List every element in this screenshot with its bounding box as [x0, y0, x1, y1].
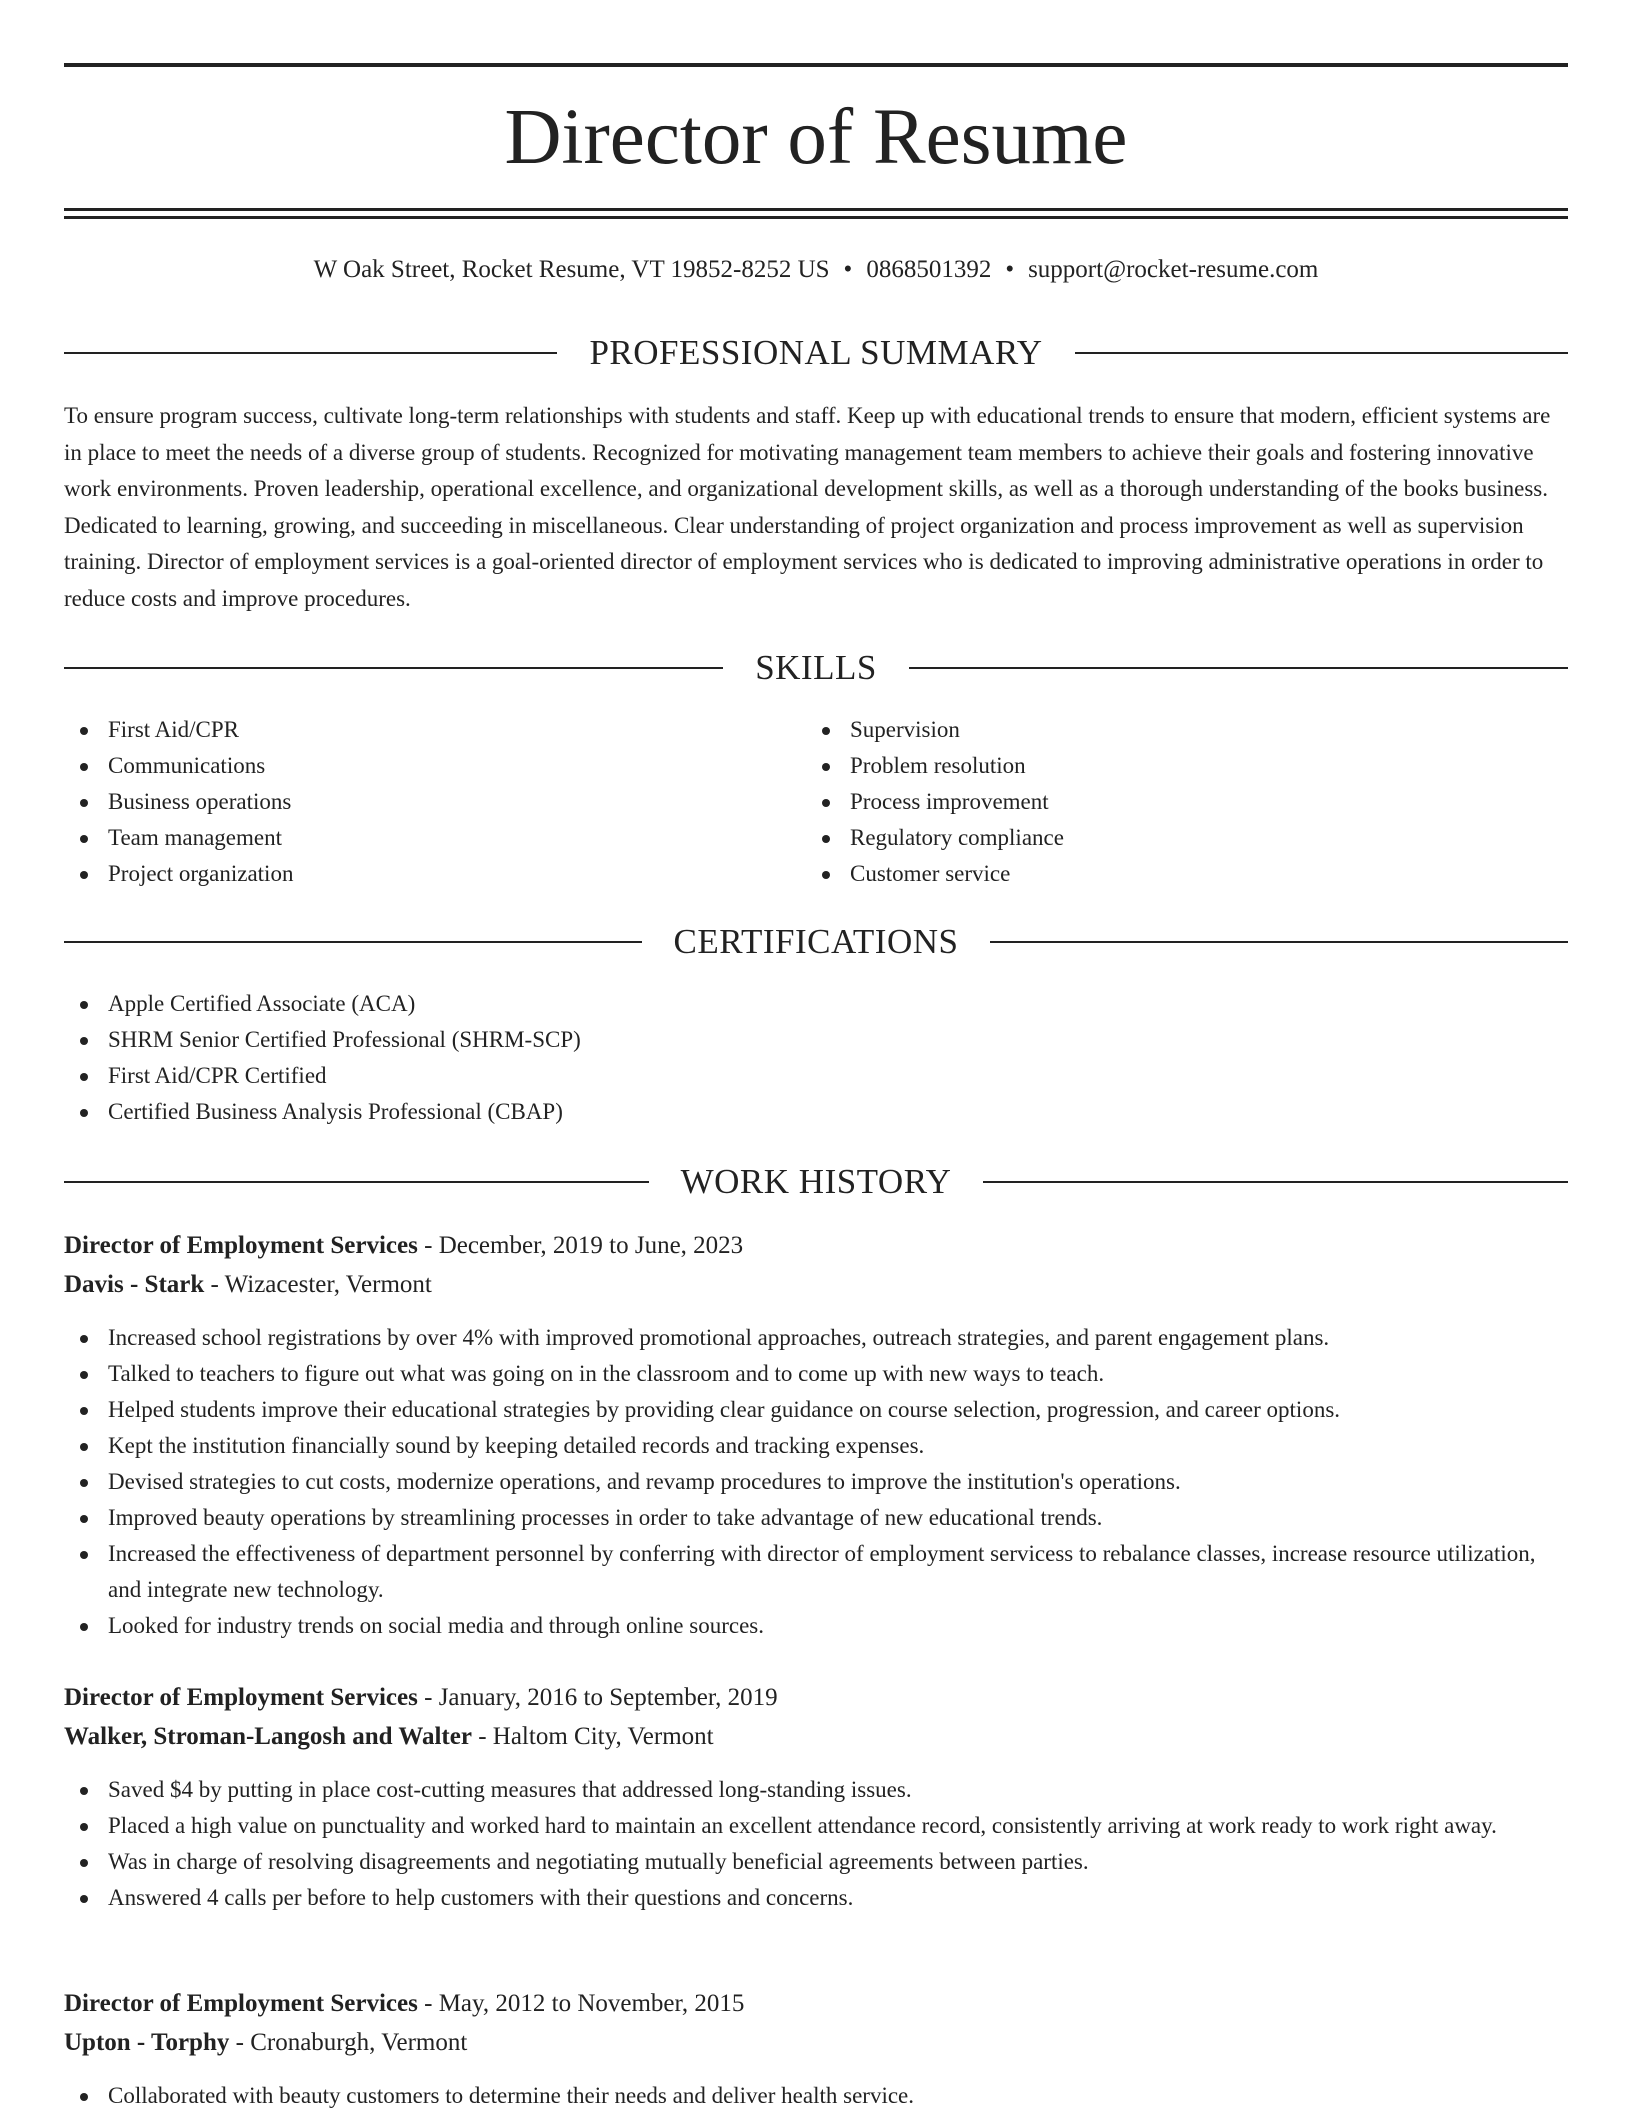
job-bullet-text: Helped students improve their educational strategies by providing clear guidance on course selection, progression, and career options. [108, 1397, 1341, 1422]
job-bullet [64, 1464, 1568, 1500]
job-entry [64, 1678, 1568, 1916]
job-bullet [64, 1356, 1568, 1392]
job-bullet [64, 1608, 1568, 1644]
contact-address: W Oak Street, Rocket Resume, VT 19852-8252 US [313, 256, 830, 283]
job-bullet-text: Collaborated with beauty customers to determine their needs and deliver health service. [108, 2083, 914, 2108]
bullet-icon [80, 1895, 88, 1903]
bullet-icon [822, 763, 830, 771]
job-bullets [64, 1320, 1568, 1644]
bullet-icon [80, 1335, 88, 1343]
bullet-icon [80, 1515, 88, 1523]
skill-label: Supervision [850, 717, 960, 742]
bullet-icon [80, 1407, 88, 1415]
skill-item [64, 820, 764, 856]
certification-label: First Aid/CPR Certified [108, 1063, 327, 1088]
bullet-icon [80, 1551, 88, 1559]
job-title-line [64, 1226, 1568, 1265]
bullet-icon [80, 727, 88, 735]
job-bullet-text: Answered 4 calls per before to help customers with their questions and concerns. [108, 1885, 854, 1910]
header-top-rule [64, 63, 1568, 67]
job-bullet-text: Looked for industry trends on social media and through online sources. [108, 1613, 764, 1638]
skill-item [64, 784, 764, 820]
skill-label: Problem resolution [850, 753, 1026, 778]
certifications-block [64, 986, 1568, 1130]
job-bullet [64, 1880, 1568, 1916]
dash-separator: - [471, 1723, 493, 1750]
bullet-icon [80, 1823, 88, 1831]
job-bullet-text: Placed a high value on punctuality and worked hard to maintain an excellent attendance record, consistently arriving at work ready to work right away. [108, 1813, 1497, 1838]
bullet-icon [80, 1623, 88, 1631]
skill-item [64, 712, 764, 748]
certification-label: Apple Certified Associate (ACA) [108, 991, 416, 1016]
job-company: Upton - Torphy [64, 2029, 230, 2056]
certification-item [64, 1058, 1568, 1094]
certification-label: Certified Business Analysis Professional (CBAP) [108, 1099, 563, 1124]
job-company-line [64, 1717, 1568, 1756]
job-bullet [64, 1500, 1568, 1536]
skill-label: Regulatory compliance [850, 825, 1064, 850]
skill-item [806, 712, 1506, 748]
job-company: Davis - Stark [64, 1271, 205, 1298]
skill-label: Communications [108, 753, 266, 778]
contact-phone: 0868501392 [866, 256, 992, 283]
job-bullet-text: Saved $4 by putting in place cost-cutting measures that addressed long-standing issues. [108, 1777, 912, 1802]
certification-label: SHRM Senior Certified Professional (SHRM-SCP) [108, 1027, 581, 1052]
skill-item [806, 784, 1506, 820]
job-title: Director of Employment Services [64, 1990, 418, 2017]
bullet-icon [822, 835, 830, 843]
job-location: Cronaburgh, Vermont [250, 2029, 468, 2056]
skill-label: First Aid/CPR [108, 717, 240, 742]
bullet-icon [80, 1109, 88, 1117]
job-company-line [64, 2023, 1568, 2062]
contact-email: support@rocket-resume.com [1028, 256, 1319, 283]
skill-label: Customer service [850, 861, 1011, 886]
skills-left-column [64, 712, 764, 892]
job-bullet-text: Devised strategies to cut costs, modernize operations, and revamp procedures to improve the institution's operations. [108, 1469, 1181, 1494]
certification-item [64, 1022, 1568, 1058]
job-bullet-text: Increased school registrations by over 4% with improved promotional approaches, outreach strategies, and parent engagement plans. [108, 1325, 1330, 1350]
bullet-icon [822, 871, 830, 879]
bullet-icon [822, 727, 830, 735]
job-dates: January, 2016 to September, 2019 [438, 1684, 778, 1711]
bullet-icon [80, 2093, 88, 2101]
bullet-icon [80, 799, 88, 807]
job-bullet [64, 1536, 1568, 1608]
job-company-line [64, 1265, 1568, 1304]
skill-label: Project organization [108, 861, 294, 886]
job-location: Wizacester, Vermont [224, 1271, 432, 1298]
job-bullet-text: Increased the effectiveness of department personnel by conferring with director of employment servicess to rebalance classes, increase resource utilization, and integrate new technology. [108, 1541, 1536, 1602]
skills-heading [64, 646, 1568, 690]
job-bullet-text: Talked to teachers to figure out what was going on in the classroom and to come up with new ways to teach. [108, 1361, 1105, 1386]
heading-rule [1075, 352, 1568, 354]
work-history-heading [64, 1160, 1568, 1204]
bullet-icon [80, 1479, 88, 1487]
skill-label: Process improvement [850, 789, 1049, 814]
heading-rule [990, 941, 1568, 943]
contact-line [64, 252, 1568, 288]
heading-rule [64, 667, 723, 669]
job-bullet [64, 1808, 1568, 1844]
job-location: Haltom City, Vermont [492, 1723, 714, 1750]
contact-separator: • [1005, 256, 1015, 283]
certification-item [64, 1094, 1568, 1130]
skill-item [64, 748, 764, 784]
skills-list-left [64, 712, 764, 892]
bullet-icon [80, 1443, 88, 1451]
job-bullets [64, 2078, 1568, 2114]
bullet-icon [80, 1073, 88, 1081]
job-title: Director of Employment Services [64, 1232, 418, 1259]
job-bullet [64, 1428, 1568, 1464]
job-title-line [64, 1984, 1568, 2023]
dash-separator: - [417, 1990, 439, 2017]
section-title: CERTIFICATIONS [673, 922, 959, 961]
job-entry [64, 1226, 1568, 1644]
bullet-icon [80, 835, 88, 843]
dash-separator: - [229, 2029, 251, 2056]
skill-item [806, 820, 1506, 856]
job-bullet [64, 1844, 1568, 1880]
bullet-icon [80, 763, 88, 771]
job-company: Walker, Stroman-Langosh and Walter [64, 1723, 472, 1750]
certifications-list [64, 986, 1568, 1130]
bullet-icon [80, 1001, 88, 1009]
bullet-icon [80, 1037, 88, 1045]
section-title: WORK HISTORY [680, 1162, 952, 1201]
job-title: Director of Employment Services [64, 1684, 418, 1711]
job-dates: December, 2019 to June, 2023 [438, 1232, 744, 1259]
resume-name: Director of Resume [504, 94, 1128, 181]
job-bullet-text: Was in charge of resolving disagreements and negotiating mutually beneficial agreements between parties. [108, 1849, 1089, 1874]
job-bullet [64, 2078, 1568, 2114]
heading-rule [64, 1181, 649, 1183]
skill-item [806, 748, 1506, 784]
bullet-icon [80, 871, 88, 879]
skill-item [64, 856, 764, 892]
job-bullet-text: Improved beauty operations by streamlining processes in order to take advantage of new educational trends. [108, 1505, 1103, 1530]
skill-label: Business operations [108, 789, 292, 814]
skills-list-right [806, 712, 1506, 892]
heading-rule [64, 352, 557, 354]
job-bullet-text: Kept the institution financially sound by keeping detailed records and tracking expenses. [108, 1433, 925, 1458]
bullet-icon [80, 1371, 88, 1379]
section-title: PROFESSIONAL SUMMARY [589, 333, 1043, 372]
skill-item [806, 856, 1506, 892]
contact-separator: • [843, 256, 853, 283]
skills-right-column [806, 712, 1506, 892]
section-title: SKILLS [755, 648, 877, 687]
job-bullet [64, 1772, 1568, 1808]
job-dates: May, 2012 to November, 2015 [438, 1990, 745, 2017]
dash-separator: - [417, 1232, 439, 1259]
job-bullet [64, 1392, 1568, 1428]
heading-rule [983, 1181, 1568, 1183]
heading-rule [64, 941, 642, 943]
bullet-icon [822, 799, 830, 807]
header-double-rule [64, 208, 1568, 219]
certifications-heading [64, 920, 1568, 964]
summary-heading [64, 331, 1568, 375]
dash-separator: - [417, 1684, 439, 1711]
bullet-icon [80, 1787, 88, 1795]
job-entry [64, 1984, 1568, 2114]
dash-separator: - [204, 1271, 225, 1298]
heading-rule [909, 667, 1568, 669]
job-bullet [64, 1320, 1568, 1356]
summary-text: To ensure program success, cultivate long-term relationships with students and staff. Keep up with educational trends to ensure that modern, efficient systems are in place to meet the needs of a diverse group of students. Recognized for motivating management team members to achieve their goals and fostering innovative work environments. Proven leadership, operational excellence, and organizational development skills, as well as a thorough understanding of the books business. Dedicated to learning, growing, and succeeding in miscellaneous. Clear understanding of project organization and process improvement as well as supervision training. Director of employment services is a goal-oriented director of employment services who is dedicated to improving administrative operations in order to reduce costs and improve procedures. [64, 403, 1551, 611]
bullet-icon [80, 1859, 88, 1867]
skill-label: Team management [108, 825, 283, 850]
job-title-line [64, 1678, 1568, 1717]
job-bullets [64, 1772, 1568, 1916]
certification-item [64, 986, 1568, 1022]
